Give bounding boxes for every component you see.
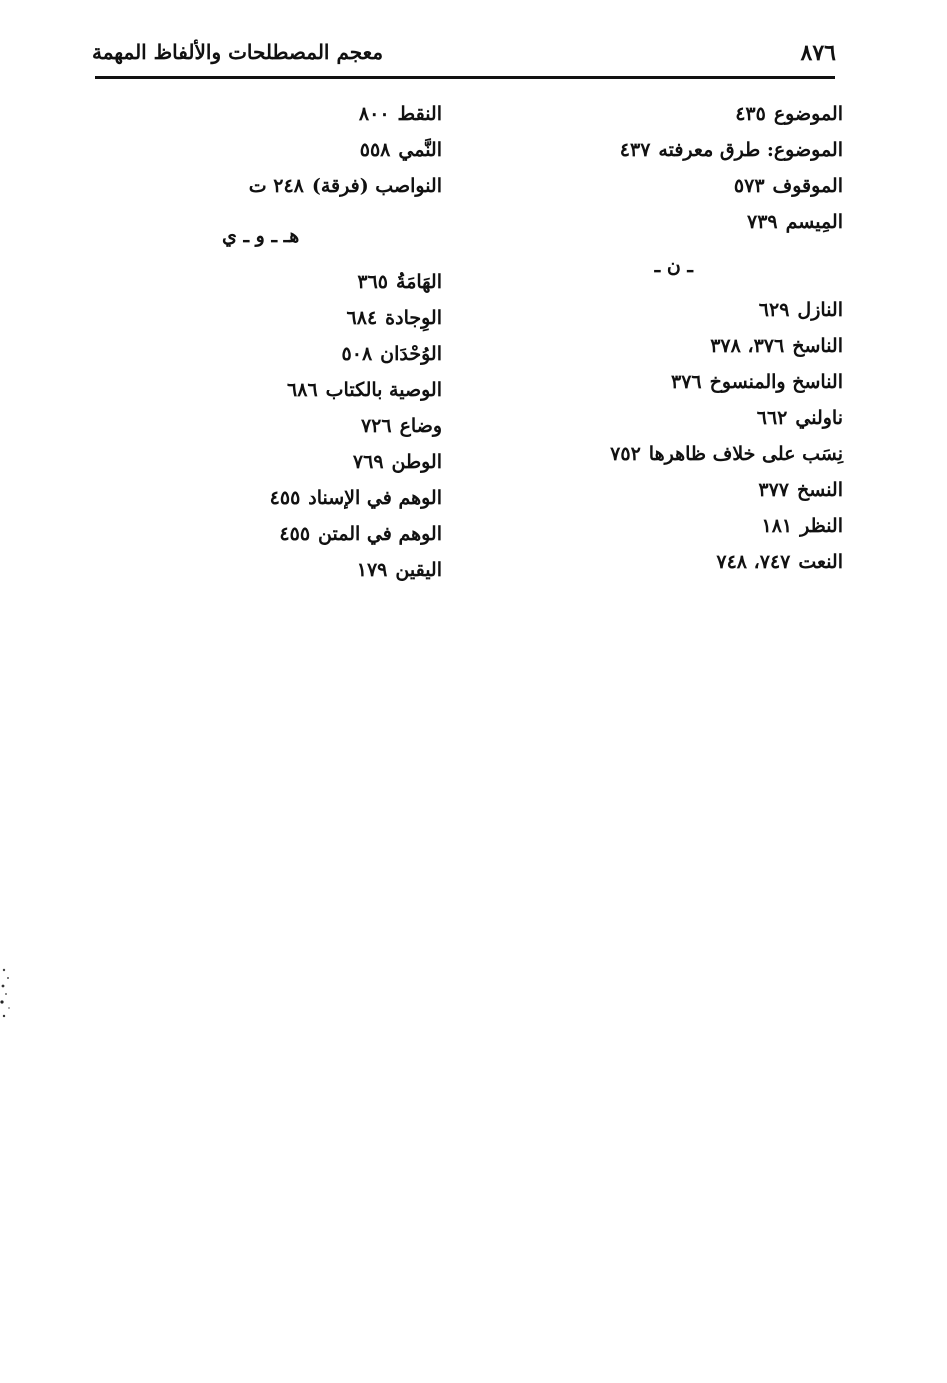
index-entry: النقط٨٠٠ — [358, 103, 442, 125]
index-column-left — [142, 96, 442, 588]
index-entry: الناسخ والمنسوخ٣٧٦ — [670, 371, 843, 393]
index-entry: الهَامَةُ٣٦٥ — [357, 271, 442, 293]
header-rule — [95, 76, 835, 79]
index-entry: الوُحْدَان٥٠٨ — [341, 343, 442, 365]
index-entry: الوصية بالكتاب٦٨٦ — [287, 379, 442, 401]
running-title: معجم المصطلحات والألفاظ المهمة — [92, 40, 384, 64]
section-heading-ha-waw-ya: هـ ـ و ـ ي — [222, 225, 300, 247]
index-column-right — [543, 96, 843, 580]
index-entry: الموضوع: طرق معرفته٤٣٧ — [619, 139, 843, 161]
index-entry: النَّمي٥٥٨ — [359, 139, 442, 161]
page-number: ٨٧٦ — [800, 40, 836, 66]
index-entry: الوطن٧٦٩ — [352, 451, 442, 473]
index-entry: المِيسم٧٣٩ — [746, 211, 843, 233]
index-entry: الوِجادة٦٨٤ — [346, 307, 442, 329]
index-entry: الموضوع٤٣٥ — [735, 103, 843, 125]
index-entry: النواصب (فرقة)٢٤٨ ت — [248, 175, 442, 197]
index-entry: النعت٧٤٧، ٧٤٨ — [716, 551, 843, 573]
index-entry: الوهم في الإسناد٤٥٥ — [269, 487, 442, 509]
index-entry: الموقوف٥٧٣ — [733, 175, 843, 197]
page-header — [92, 38, 836, 72]
index-entry: وضاع٧٢٦ — [360, 415, 442, 437]
index-entry: النظر١٨١ — [761, 515, 843, 537]
index-entry: نِسَب على خلاف ظاهرها٧٥٢ — [610, 443, 843, 465]
index-entry: الوهم في المتن٤٥٥ — [279, 523, 442, 545]
scan-speck — [0, 950, 14, 1030]
index-entry: الناسخ٣٧٦، ٣٧٨ — [710, 335, 843, 357]
index-entry: النسخ٣٧٧ — [758, 479, 843, 501]
section-heading-noon: ـ ن ـ — [654, 255, 693, 277]
index-entry: النازل٦٢٩ — [758, 299, 843, 321]
index-entry: ناولني٦٦٢ — [756, 407, 843, 429]
index-entry: اليقين١٧٩ — [356, 559, 442, 581]
